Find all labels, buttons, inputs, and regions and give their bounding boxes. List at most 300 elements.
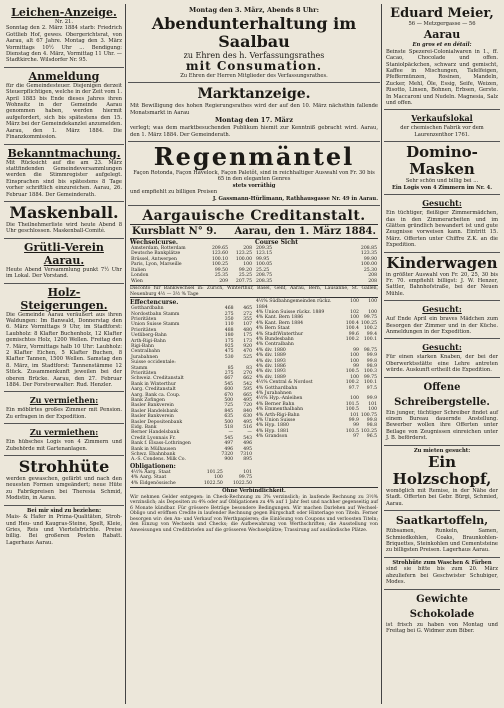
meier-city: Aarau [423,28,461,42]
row-value: 665 [243,392,252,398]
row-value: 101 [368,401,377,407]
row-label: Stamm [131,365,148,371]
straw-hat-title: Strohhüte [18,457,110,477]
row-value: 99.9 [366,353,377,359]
event-date: Montag den 3. März, Abends 8 Uhr: [189,6,319,14]
row-value: 107 [243,322,252,328]
row-value: 99 [353,347,359,353]
domino-text: Sehr schön und billig bei ... [405,178,479,185]
row-label: 4% Berner Bahn [256,401,295,407]
masked-ball-ad [4,202,124,239]
row-label: 100.05 [256,262,273,268]
row-label: 4% Eidgenössische [131,480,176,486]
seed-text: Rübsamen, Runkeln, Samen, Schmiedkohlen, Coaks, Braunkohlen-Briquettes, Steinkohlen und Cementsteine zu billigsten Preisen. Lagerhaus Aarau. [386,528,498,554]
pram-title: Kinderwagen [386,253,498,272]
row-label: Schwz. Ebahnbank [131,452,176,458]
securities-section [130,299,378,486]
woodshed-label: Zu mieten gesucht: [413,447,471,454]
row-label: Prioritäten [131,316,157,322]
row-label: 4% Emmenthalbahn [256,407,304,413]
row-value: 468 [224,306,234,312]
wood-auction-title: Holz-Steigerungen. [20,285,108,312]
row-value: 495 [243,419,252,425]
domino-title: Domino-Masken [406,143,478,179]
row-label: Basler Handelsbank [131,408,178,414]
row-label: 4% div. 1886 [256,363,286,369]
row-label: London [131,273,149,279]
woodshed-ad [384,446,500,512]
chocolate-title: Gewichte Schokolade [409,593,475,620]
row-value: 725 [224,403,234,409]
row-value: 350 [224,316,234,322]
chocolate-ad [384,590,500,638]
seed-ad [384,511,500,558]
row-label: Aarg. Bank ca. Coup. [131,392,181,398]
row-value: 542 [243,381,252,387]
straw-hat-ad [4,456,124,506]
registration-text: für die Gemeindesteuer. Diejenigen derzeit Steuerpflichtigen, welche in der Zeit vom 1. April 1883 bis Ende dieses Jahres ihren Wohnsitz in der Gemeinde Aarau genommen haben, werden hiermit aufgefordert, sich bis spätestens den 15. März bei der Gemeindekanzlei anzumelden. Aarau, den 1. März 1884. Die Finanzkommission. [6,82,122,141]
row-label: Basler Depositenbank [131,419,183,425]
row-value: 100.10 [211,256,229,262]
event-title: Abendunterhaltung im Saalbau [151,14,357,51]
exchange-table [130,246,253,284]
exchange-label: Course Sicht [255,239,298,247]
row-value: 101 [350,412,359,418]
death-notice-number: Nr. 21. [55,19,73,25]
row-label: Berner Handelsbank [131,430,180,436]
row-label: Amsterdam, Rotterdam [131,246,186,252]
row-label: Schweiz. Creditanstalt [131,376,184,382]
row-label: Wien [131,278,143,284]
seed-title: Saatkartoffeln, [395,514,489,528]
woodshed-title: Ein Holzschopf, [392,453,492,489]
row-label: Prioritäten [131,370,157,376]
row-value: 175 [243,333,252,339]
wanted-ad-1 [384,195,500,252]
registration-notice [4,68,124,145]
row-label: Basler Bankverein [131,414,174,420]
announcement-title: Bekanntmachung. [7,146,121,160]
row-value: 270 [243,370,252,376]
wanted-1-text: Ein tüchtiger, fleißiger Zimmermädchen, das in den Zimmerarbeiten und im Glätten gründlich bewandert ist und gute Zeugnisse vorweisen kann. Eintritt 15. März. Offerten unter Chiffre Z.K. an die Expedition. [386,210,498,249]
row-value: 110 [224,322,234,328]
row-label: 4% Jurabahnen [256,391,292,396]
goods-ad [4,506,124,549]
domino-ad [384,142,500,195]
row-value: 209.65 [211,246,229,252]
row-label: Eidg. Bank [131,425,157,431]
row-value: 98.75 [363,347,377,353]
exchange-title: Wechselcurse. [130,239,179,247]
row-value: 100 [350,315,359,321]
rent-ad-1-title: Zu vermiethen: [29,395,99,406]
row-value: 123.60 [211,251,229,257]
row-label: 209.35 [256,246,273,252]
row-label: Basler Bankverein [131,403,174,409]
row-value: 667 [224,376,234,382]
row-value: 496 [243,441,252,447]
wanted-ad-2 [384,301,500,339]
row-label: 4% Hyp. 1880 [256,423,289,429]
row-value: 100.75 [360,412,377,418]
row-value: 495 [243,446,252,452]
row-value: 209 [219,278,229,284]
row-value: 180 [224,333,234,339]
shop-ad [384,110,500,142]
row-value: 99.75 [238,475,252,481]
row-value: 275 [224,370,234,376]
row-value: 207.75 [235,278,252,284]
row-label: 4% Centralbahn [256,342,294,348]
evening-event-ad [128,4,380,83]
row-value: 98.8 [366,423,377,429]
row-value: 100.2 [345,336,359,342]
row-value: 272 [243,311,252,317]
row-value: 99.6 [348,331,359,337]
row-value: 720 [243,403,252,409]
row-value: 545 [224,435,234,441]
row-label: Rigi-Bahn [131,343,154,349]
row-label: Bank Zofingen [131,398,165,403]
row-value: 99.20 [238,267,252,273]
bank-services: Wir nehmen Gelder entgegen: in Check-Rechnung zu 3% verzinslich; in laufende Rechnung zu 3½% verzinslich; als Depositen zu 4% oder auf Obligationen zu 4% auf 1 Jahr fest und nachher gegenseitig auf 6 Monate kündbar. Für grössere Beträge besondere Bedingungen. Wir machen Darlehen auf Wechsel-Obligo und eröffnen Credite in laufender Rechnung gegen Bürgschaft oder Hinterlage von Titeln. Ferner besorgen wir: den An- und Verkauf von Werthpapieren; die Einlösung von Coupons und verloosten Titeln; den Einzug von Wechseln und Checks; die Aufbewahrung von Werthschriften; die Ausstellung von Anweisungen und Creditbriefen auf die grösseren Wechselplätze; Trassirung auf ausländische Plätze. [130,494,378,534]
row-label: Centralbahn [131,349,161,355]
row-value: 475 [224,349,234,355]
row-value: 500 [224,398,234,403]
event-subtitle: zu Ehren des h. Verfassungsrathes [183,51,325,60]
rent-ad-1-text: Ein möblirtes großes Zimmer mit Pension. Zu erfragen in der Expedition. [6,407,122,420]
row-label: Jurabahnen [131,354,159,360]
row-value: 100 [243,262,252,268]
strawhat-wash-text: sind sie bitte bis zum 20. März abzuliefern bei Geschwister Schubiger, Modes. [386,566,498,586]
row-value: 100.1 [363,336,377,342]
row-value: 99.9 [366,396,377,402]
rent-ad-2-text: Ein hübsches Logis von 4 Zimmern und Zubehörde mit Gartenanlagen. [6,439,122,452]
row-value: 1022.50 [233,480,252,486]
row-value: 101.25 [206,469,223,475]
row-value: 100.25 [211,262,229,268]
row-value: 99.75 [363,315,377,321]
row-value: 7310 [240,452,252,458]
row-value: 100.00 [235,256,252,262]
row-value: 123.25 [235,251,252,257]
row-value: 208 [368,278,377,284]
row-value: 630 [243,414,252,420]
announcement [4,145,124,202]
row-value: 25.25 [238,273,252,279]
row-value: 97 [353,434,359,440]
row-label: 25.25 [256,267,270,273]
masked-ball-title: Maskenball. [9,202,119,222]
row-value: 465 [243,306,252,312]
row-value: 100.5 [345,407,359,413]
row-label: 4% Aarg. Staat [131,475,167,481]
rate-sheet-number: Kursblatt N° 9. [132,226,217,238]
row-label: 4% div. 1889 [256,374,286,380]
row-label: Brüssel, Antwerpen [131,256,177,262]
market-text-2: verlegt; was dem marktbesuchenden Publikum hiemit zur Kenntniß gebracht wird. Aarau, den 1. März 1884. Der Gemeinderath. [130,125,378,138]
disclaimer: Ohne Verbindlichkeit. [130,487,378,494]
row-value: — [228,430,234,436]
row-value: 275 [224,311,234,317]
row-value: 99 [353,423,359,429]
pram-ad [384,253,500,302]
row-label: 4% div. 1880 [256,347,286,353]
wanted-3-text: Für einen starken Knaben, der bei der Oberwerktsstätte eine Lehre antreten würde. Auskunft ertheilt die Expedition. [386,354,498,374]
row-value: 100 [350,374,359,380]
row-label: Nordostbahn Stamm [131,311,180,317]
gruetli-ad [4,239,124,284]
row-label: 4% div. 1893 [256,358,286,364]
row-value: 920 [243,343,252,349]
wanted-3-title: Gesucht: [422,342,462,353]
column-rule [381,4,382,704]
row-label: 4% Grandson [256,434,288,440]
row-label: 4½% Aarg. Staat [131,469,171,475]
row-value: 103.25 [360,428,377,434]
strawhat-wash-ad [384,558,500,590]
row-value: 100.1 [363,380,377,386]
row-value: 101.5 [345,401,359,407]
securities-table-2 [130,376,253,463]
row-value: 470 [243,349,252,355]
row-value: 600 [224,387,234,393]
row-label: Union Suisse Stamm [131,322,180,328]
row-label: 4½% Südbahngemeinden rückz. 1884 [256,299,332,310]
row-label: 4½% Central & Nordost [256,380,313,386]
row-value: 173 [243,338,252,344]
row-value: 100.5 [345,369,359,375]
death-notice-title: Leichen-Anzeige. [11,6,117,19]
row-label: 123.15 [256,251,273,257]
row-value: 355 [243,316,252,322]
row-label: Bank f. Elsass-Lothringen [131,441,191,447]
event-note: Zu Ehren der Herren Mitglieder des Verfassungsrathes. [180,73,328,79]
gruetli-title: Grütli-Verein Aarau. [24,240,104,267]
row-label: Gotthardbahn [131,306,164,312]
row-value: 635 [224,414,234,420]
wood-auction-text: Die Gemeinde Aarau veräußert aus ihren Waldungen: Im Banwald, Donnerstag den 6. März Vormittags 9 Uhr, im Stadtforst: Laubholz: 8 Klafter Buchenholz, 12 Klafter gemischtes Holz, 1200 Wellen. Freitag den 7. März, Vormittags halb 10 Uhr: Laubholz: 2 Klafter Eichen, 5 Klafter Buchen, 8 Klafter Tannen, 1500 Wellen. Samstag den 8. März, im Stadtforst: Tannenstämme 12 Stück. Zusammenkunft jeweilen bei der oberen Brücke. Aarau, den 27. Februar 1884. Der Forstverwalter: Rud. Henzler. [6,311,122,389]
left-column [4,4,124,704]
row-value: 100 [368,309,377,315]
bank-title: Aargauische Creditanstalt. [142,208,366,225]
raincoat-recommend: und empfiehlt zu billigen Preisen [130,189,218,196]
row-value: 100 [350,299,359,305]
row-value: 99.9 [348,418,359,424]
raincoat-stock: stets vorräthig [232,182,276,189]
market-text: Mit Bewilligung des hohen Regierungsrathes wird der auf den 10. März nächsthin fallende Monatsmarkt in Aarau [130,103,378,116]
row-value: 25.30 [363,267,377,273]
row-value: 100 [350,358,359,364]
row-label: Suisse occidentale: [131,360,176,366]
row-label: Paris, Lyon, Marseille [131,262,182,268]
row-value: 845 [224,408,234,414]
row-value: 925 [224,343,234,349]
row-label: Arth-Rigi-Bahn [131,338,166,344]
table-row [130,481,253,486]
row-value: 100.25 [360,320,377,326]
row-value: 100 [350,353,359,359]
row-value: 102 [350,309,359,315]
rent-ad-2 [4,424,124,456]
row-label: Bank in Mülhausen [131,446,177,452]
row-value: 99.8 [366,358,377,364]
row-value: 100 [350,396,359,402]
row-label: 99.95 [256,256,270,262]
discount-line: Disconto für Bankwechsel in: Zürich, Winterthur, Basel, Genf, Aarau, Bern, Lausanne, St. Gallen, Neuenburg 4½ — 3½ % Tage [130,285,378,297]
row-value: 99.8 [366,418,377,424]
gruetli-text: Heute Abend Versammlung punkt 7½ Uhr im Lokal. Der Vorstand. [6,266,122,280]
right-column [384,4,500,704]
row-value: 101 [243,469,252,475]
goods-text: Mais- & Hafer in Prima-Qualitäten, Stroh- und Heu- und Kaugras-Steine, Spelt, Kleie, Gries, Reis und Viertelsfrüchte. Preise billig. Bei großeren Posten Rabatt. Lagerhaus Aarau. [6,514,122,546]
wanted-2-text: Auf Ende April ein braves Mädchen zum Besorgen der Zimmer und in der Küche. Anmeldungen in der Expedition. [386,316,498,335]
row-label: 4% StadtWinterthur [256,331,304,337]
row-label: 4% Gotthardbahn [256,385,298,391]
securities-table [130,306,253,376]
row-value: 99.4 [366,331,377,337]
row-value: 208 [243,246,252,252]
row-value: 99 [353,363,359,369]
row-label: 208.75 [256,273,273,279]
row-value: 103.5 [345,428,359,434]
row-value: 208.85 [360,246,377,252]
row-value: 100 [214,475,223,481]
announcement-text: Mit Rücksicht auf die am 23. März stattfindenden Gemeindeversammlungen werden die Stimmregister aufgelegt. Einsprachen sind bis spätestens 8 Tage vorher schriftlich einzureichen. Aarau, 26. Februar 1884. Der Gemeinderath. [6,159,122,198]
straw-hat-text: werden gewaschen, gefärbt und nach den neuesten Formen umgeändert; neue Hüte zu Fabrikpreisen bei Theresia Schmid, Modistin, in Aarau. [6,476,122,502]
row-value: 100.4 [345,320,359,326]
row-value: 100.3 [363,369,377,375]
row-value: 96.5 [366,434,377,440]
row-label: Credit Lyonnais Fr. [131,435,176,441]
row-label: 4½% Hyp.-Anleihen [256,396,303,402]
row-value: 97.5 [366,385,377,391]
rate-sheet-date: Aarau, den 1. März 1884. [234,226,376,238]
row-value: 840 [243,408,252,414]
meier-ad [384,4,500,110]
row-value: 83 [246,365,252,371]
market-title: Marktanzeige. [197,86,311,103]
row-value: 98.9 [366,363,377,369]
clerk-ad [384,378,500,446]
clerk-title: Offene Schreibergstelle. [394,381,490,408]
rate-sheet-header [130,224,378,239]
row-label: Prioritäten [131,327,157,333]
wanted-ad-3 [384,339,500,377]
row-value: 1022.50 [203,480,223,486]
wanted-1-title: Gesucht: [422,198,462,209]
row-label: 4% Bundesbahn [256,336,294,342]
row-label: 4% Union Suisse [256,418,296,424]
row-value: 100 [368,407,377,413]
meier-name: Eduard Meier, [390,6,494,21]
raincoat-signature: J. Gassmann-Hürlimann, Rathhausgasse Nr. 49 in Aarau. [212,195,378,202]
row-label: 4% Bern Staat [256,326,290,332]
strawhat-wash-title: Strohhüte zum Waschen & Färben [392,559,492,566]
exchange-section [130,239,378,284]
row-value: 662 [243,376,252,382]
row-label: Aarg. Creditanstalt [131,387,176,393]
table-row [255,279,378,284]
masked-ball-text: Die Theilnehmerliste wird heute Abend 8 Uhr geschlossen. Maskenball-Comité. [6,221,122,235]
row-value: 480 [243,327,252,333]
table-row [255,434,378,439]
row-label: 4% div. 1889 [256,353,286,359]
bonds-right-table [255,299,378,440]
row-value: 895 [243,457,252,463]
table-row [255,299,378,310]
row-label: Italien [131,267,147,273]
death-notice [4,4,124,68]
row-label: 4% Hyp. 1881 [256,428,289,434]
shop-title: Verkaufslokal [411,113,473,124]
row-label: 4% Arth-Rigi-Bahn [256,412,300,418]
row-value: 100.2 [363,326,377,332]
row-value: — [247,430,252,436]
exchange-table-2 [255,246,378,284]
rent-ad-1 [4,392,124,424]
row-value: 496 [224,446,234,452]
row-value: 99.75 [363,374,377,380]
row-value: 100 [368,299,377,305]
raincoat-title: Regenmäntel [153,142,355,172]
row-value: 99.50 [214,267,229,273]
row-label: A.-S. Condens. Milk Co. [131,457,186,463]
table-row [130,279,253,284]
row-label: 4% Kant. Bern 1886 [256,315,304,321]
row-value: 518 [224,425,234,431]
clerk-text: Ein junger, tüchtiger Schreiber findet auf einem Bureau dauernde Anstellung. Bewerber wollen ihre Offerten unter Beilage von Zeugnissen einreichen unter J. B. beförderst. [386,409,498,442]
securities-title: Effectencurse. [130,299,179,307]
row-label: Bank in Winterthur [131,381,176,387]
row-value: 25.35 [214,273,229,279]
row-value: 670 [224,392,234,398]
row-value: 497 [224,441,234,447]
wanted-2-title: Gesucht: [422,304,462,315]
row-value: 97.7 [348,385,359,391]
row-value: 100.2 [345,380,359,386]
row-value: 488 [224,327,234,333]
row-label: 4% Kant. Bern 1884 [256,320,304,326]
row-value: 208 [368,273,377,279]
meier-subtitle: En gros et en détail: [412,42,472,49]
shop-text: der chemischen Fabrik vor dem Laurenzenthor 1761. [400,125,484,138]
row-label: Deutsche Bankplätze [131,251,181,257]
row-value: 545 [224,381,234,387]
row-value: 516 [243,425,252,431]
rent-ad-2-title: Zu vermiethen: [29,427,99,438]
row-value: 525 [243,354,252,360]
row-value: 900 [224,457,234,463]
row-value: 100.00 [360,262,377,268]
row-value: 175 [224,338,234,344]
death-notice-text: Sonntag den 2. März 1884 starb: Friedrich Gottlieb Hof, gewes. Obergerichtsrat, von Aarau, alt 67 Jahre. Montag den 3. März Vormittags 10½ Uhr ... Bendigung: Dienstag den 4. März, Vormittag 11 Uhr. — Stadtkirche. Wilsdorfer Nr. 95. [6,25,122,64]
row-value: 99.90 [363,256,377,262]
middle-column [128,4,380,704]
pram-text: in größter Auswahl von Fr. 20, 25, 30 bis Fr. 70. empfiehlt billigst: J. W. Henzer, Sattler, Bahnhofstraße, bei der Neuen Mühle. [386,271,498,297]
row-value: 543 [243,435,252,441]
row-label: 4% Union Suisse rückz. 1889 [256,309,325,315]
bonds-table [130,470,253,486]
row-value: 100.4 [345,326,359,332]
woodshed-text: womöglich mit Remise, in der Nähe der Stadt. Offerten bei Gebr. Bürgi, Schmied, Aarau. [386,488,498,507]
wood-auction [4,284,124,393]
chocolate-text: ist frisch zu haben von Montag und Freitag bei G. Widmer zum Biber. [386,621,498,634]
row-value: 500 [224,419,234,425]
registration-title: Anmeldung [28,69,100,83]
row-value: 123.35 [360,251,377,257]
raincoat-ad [128,142,380,206]
